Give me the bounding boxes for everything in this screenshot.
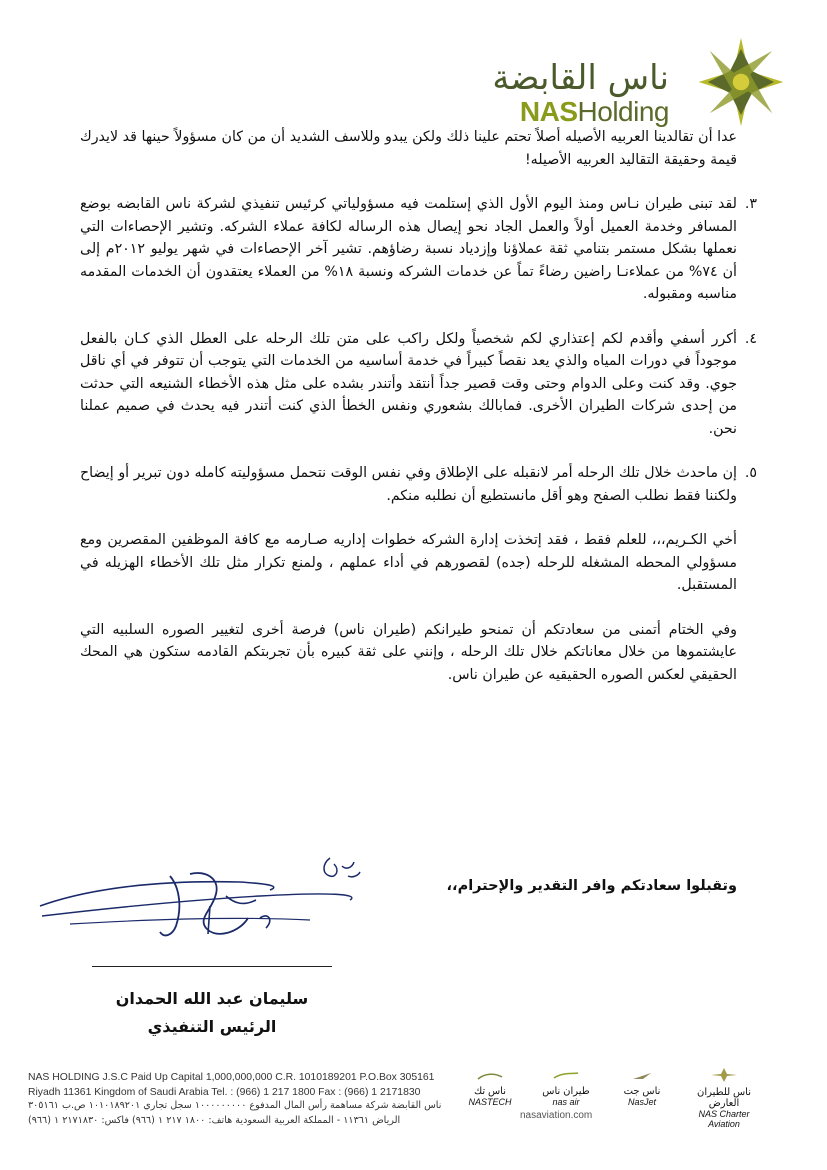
numbered-paragraph-5 — [80, 462, 757, 507]
brand-nastech — [460, 1068, 520, 1112]
signature-line — [92, 966, 332, 967]
brand-en: nas air — [552, 1097, 580, 1107]
website-url: nasaviation.com — [520, 1110, 593, 1121]
logo-nas: NAS — [519, 96, 578, 127]
charter-emblem-icon — [711, 1068, 737, 1082]
logo-english-text — [520, 96, 669, 128]
paragraph-number: ٣. — [744, 196, 757, 212]
brand-ar: ناس للطيران العارض — [696, 1087, 752, 1109]
paragraph-actions-taken: أخي الكـريم،،، للعلم فقط ، فقد إتخذت إدارة الشركه خطوات إداريه صـارمه مع كافة الموظفين المقصرين ومع مسؤولي المحطه المشغله للرحله (جده) لقصورهم في أداء عملهم ، ولمنع تكرار مثل تلك الأخطاء الهزيله في المستقبل. — [80, 532, 737, 593]
brand-ar: ناس جت — [623, 1086, 661, 1097]
logo-holding: Holding — [577, 96, 669, 127]
numbered-paragraph-4 — [80, 328, 757, 441]
signer-title: الرئيس التنفيذي — [147, 1017, 277, 1036]
company-logo — [427, 28, 787, 128]
paragraph-text: لقد تبنى طيران نـاس ومنذ اليوم الأول الذي إستلمت فيه مسؤولياتي كرئيس تنفيذي لشركة ناس القابضه بوضع المسافر وخدمة العميل أولاً والعمل الجاد نحو إيصال هذه الرساله لكافة عملاء الشركه. وتشير الإحصاءات التي نعملها بشكل مستمر بتنامي ثقة عملاؤنا وإزدياد نسبة رضاؤهم. تشير آخر الإحصاءات في شهر يوليو ٢٠١٢م إلى أن ٧٤% من عملاءنـا راضين رضاءً تماً عن خدمات الشركه ونسبة ١٨% من العملاء يعتقدون أن الخدمات المقدمه مناسبه ومقبوله. — [80, 196, 737, 302]
nastech-swoosh-icon — [477, 1071, 503, 1081]
nasair-swoosh-icon — [553, 1071, 579, 1081]
footer-ar-line1: ناس القابضة شركة مساهمة رأس المال المدفوع ١٠٠٠٠٠٠٠٠٠ سجل تجاري ١٠١٠١٨٩٢٠١ ص.ب ٣٠٥١٦١ — [28, 1100, 442, 1111]
footer-english — [28, 1070, 434, 1100]
paragraph-number: ٥. — [744, 465, 757, 481]
nasjet-wing-icon — [629, 1071, 655, 1081]
brand-en: NasJet — [627, 1097, 656, 1107]
brand-ar: ناس تك — [473, 1086, 507, 1097]
logo-arabic-text: ناس القابضة — [492, 58, 669, 98]
star-emblem-icon — [695, 36, 787, 128]
footer-arabic — [28, 1098, 448, 1128]
brand-ar: طيران ناس — [542, 1086, 590, 1097]
numbered-paragraph-3 — [80, 193, 757, 306]
brand-nasair — [536, 1068, 596, 1112]
paragraph-text: إن ماحدث خلال تلك الرحله أمر لانقبله على الإطلاق وفي نفس الوقت نتحمل مسؤوليته كامله دون تبرير أو إيضاح ولكننا فقط نطلب الصفح وهو أقل مانستطيع أن نطلبه منكم. — [80, 465, 737, 504]
signer-block — [92, 985, 332, 1041]
brand-en: NASTECH — [468, 1097, 512, 1107]
brand-nasjet — [612, 1068, 672, 1112]
handwritten-signature — [30, 848, 390, 968]
footer-en-line2: Riyadh 11361 Kingdom of Saudi Arabia Tel. : (966) 1 217 1800 Fax : (966) 1 2171830 — [28, 1087, 421, 1098]
brand-en: NAS Charter Aviation — [698, 1109, 750, 1129]
footer-ar-line2: الرياض ١١٣٦١ - المملكة العربية السعودية هاتف: ١٨٠٠ ٢١٧ ١ (٩٦٦) فاكس: ٢١٧١٨٣٠ ١ (٩٦٦) — [28, 1115, 401, 1126]
paragraph-text: أكرر أسفي وأقدم لكم إعتذاري لكم شخصياً ولكل راكب على متن تلك الرحله على العطل الذي كـان بالفعل موجوداً في دورات المياه والذي يعد نقصاً كبيراً في خدمة أساسيه من الخدمات التي يتوجب أن تتوفر في أي ناقل جوي. وقد كنت وعلى الدوام وحتى وقت قصير جداً أنتقد وأتندر بشده على مثل هذه الأخطاء الشنيعه التي حدثت من إحدى شركات الطيران الأخرى. فمابالك بشعوري ونفس الخطأ الذي كنت أتندر فيه يحدث في صميم عملنا نحن. — [80, 330, 737, 437]
paragraph-intro-continuation: عدا أن تقالدينا العربيه الأصيله أصلاً تحتم علينا ذلك ولكن يبدو وللاسف الشديد أن من كان مسؤولاً حينها قد لايدرك قيمة وحقيقة التقاليد العربيه الأصيله! — [80, 129, 737, 168]
closing-line: وتقبلوا سعادتكم وافر التقدير والإحترام،، — [446, 878, 737, 894]
footer-en-line1: NAS HOLDING J.S.C Paid Up Capital 1,000,000,000 C.R. 1010189201 P.O.Box 305161 — [28, 1072, 435, 1083]
paragraph-number: ٤. — [744, 330, 757, 347]
signer-name: سليمان عبد الله الحمدان — [115, 989, 309, 1008]
paragraph-conclusion: وفي الختام أتمنى من سعادتكم أن تمنحو طيرانكم (طيران ناس) فرصة أخرى لتغيير الصوره السلبيه التي عايشتموها من خلال معاناتكم خلال تلك الرحله ، وإنني على ثقة كبيره بأن تجربتكم القادمه ستكون هي المحك الحقيقي لعكس الصوره الحقيقيه عن طيران ناس. — [80, 621, 737, 683]
brand-nas-charter — [684, 1068, 764, 1129]
letter-body — [80, 126, 757, 708]
